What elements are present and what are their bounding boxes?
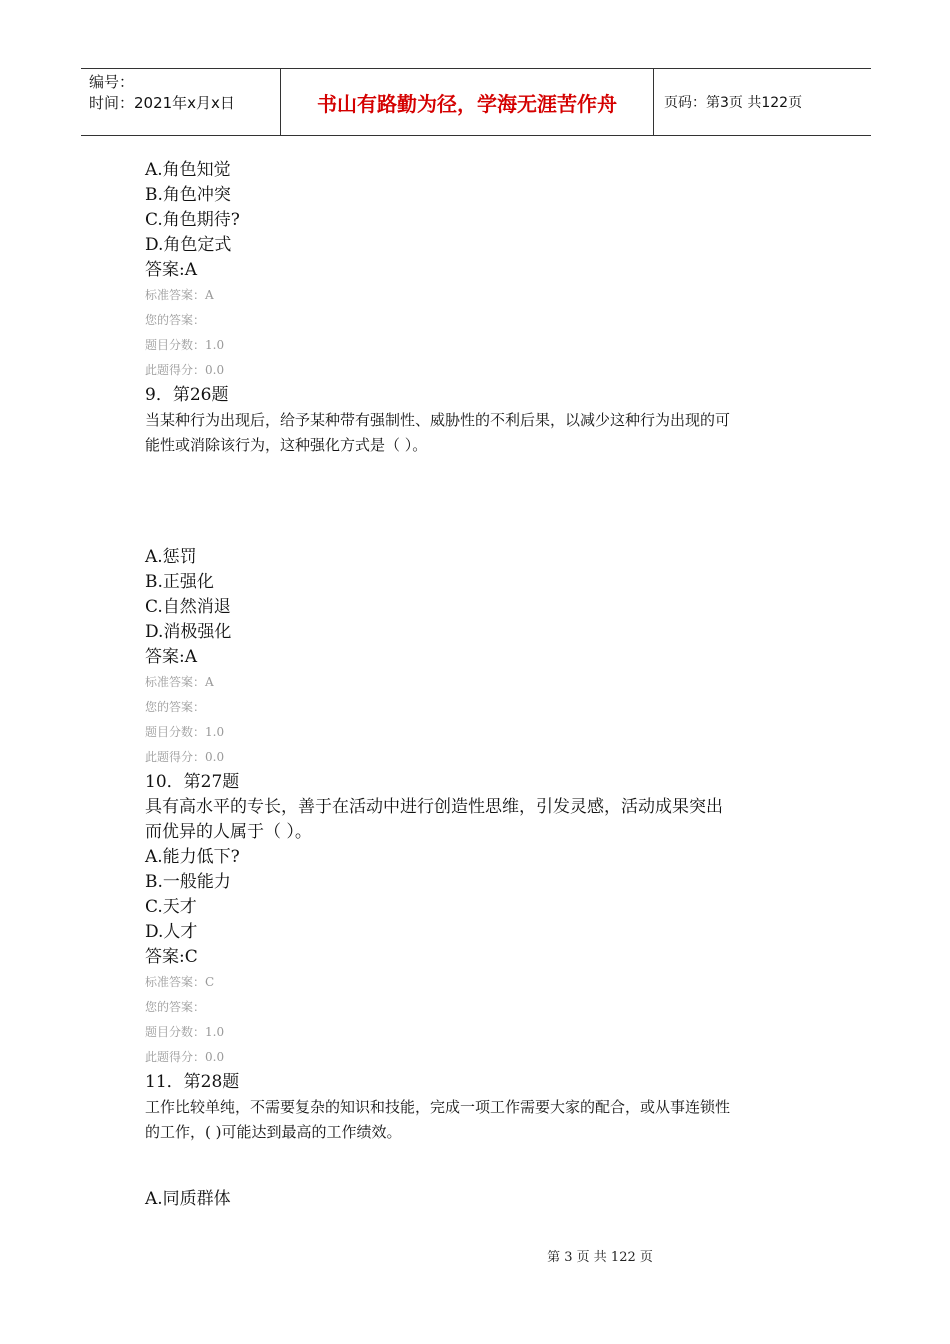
option: A.角色知觉 — [145, 160, 231, 180]
option: D.消极强化 — [145, 622, 232, 642]
answer: 答案:A — [145, 260, 198, 280]
question-text: 当某种行为出现后，给予某种带有强制性、威胁性的不利后果，以减少这种行为出现的可 — [145, 411, 731, 429]
standard-answer: 标准答案：C — [145, 975, 215, 989]
option: C.角色期待? — [145, 210, 240, 230]
your-answer: 您的答案： — [145, 1000, 206, 1014]
page-header — [81, 68, 871, 136]
question-text: 的工作，( )可能达到最高的工作绩效。 — [145, 1123, 402, 1141]
option: D.人才 — [145, 922, 198, 942]
question-score: 题目分数：1.0 — [145, 1025, 225, 1039]
question-title: 9．第26题 — [145, 385, 229, 405]
document-body — [145, 158, 805, 1212]
standard-answer: 标准答案：A — [145, 675, 214, 689]
question-score: 题目分数：1.0 — [145, 725, 225, 739]
option: A.同质群体 — [145, 1189, 231, 1209]
option: C.自然消退 — [145, 597, 231, 617]
your-answer: 您的答案： — [145, 313, 206, 327]
page-footer: 第 3 页 共 122 页 — [547, 1250, 653, 1265]
answer: 答案:A — [145, 647, 198, 667]
number-label: 编号： — [89, 73, 135, 91]
header-meta — [81, 69, 281, 135]
score-earned: 此题得分：0.0 — [145, 750, 225, 764]
question-text: 能性或消除该行为，这种强化方式是（ ）。 — [145, 436, 428, 454]
question-score: 题目分数：1.0 — [145, 338, 225, 352]
option: A.惩罚 — [145, 547, 197, 567]
option: D.角色定式 — [145, 235, 232, 255]
option: B.正强化 — [145, 572, 214, 592]
score-earned: 此题得分：0.0 — [145, 363, 225, 377]
header-page-info: 页码：第3页 共122页 — [664, 95, 803, 111]
option: B.一般能力 — [145, 872, 231, 892]
option: B.角色冲突 — [145, 185, 231, 205]
standard-answer: 标准答案：A — [145, 288, 214, 302]
header-motto: 书山有路勤为径，学海无涯苦作舟 — [281, 69, 654, 135]
your-answer: 您的答案： — [145, 700, 206, 714]
option: A.能力低下? — [145, 847, 240, 867]
question-text: 具有高水平的专长，善于在活动中进行创造性思维，引发灵感，活动成果突出 — [145, 797, 723, 817]
answer: 答案:C — [145, 947, 198, 967]
score-earned: 此题得分：0.0 — [145, 1050, 225, 1064]
question-title: 10．第27题 — [145, 772, 240, 792]
option: C.天才 — [145, 897, 197, 917]
date-label: 时间：2021年x月x日 — [89, 94, 235, 112]
question-title: 11．第28题 — [145, 1072, 240, 1092]
question-text: 而优异的人属于（ ）。 — [145, 822, 312, 842]
question-text: 工作比较单纯，不需要复杂的知识和技能，完成一项工作需要大家的配合，或从事连锁性 — [145, 1098, 731, 1116]
